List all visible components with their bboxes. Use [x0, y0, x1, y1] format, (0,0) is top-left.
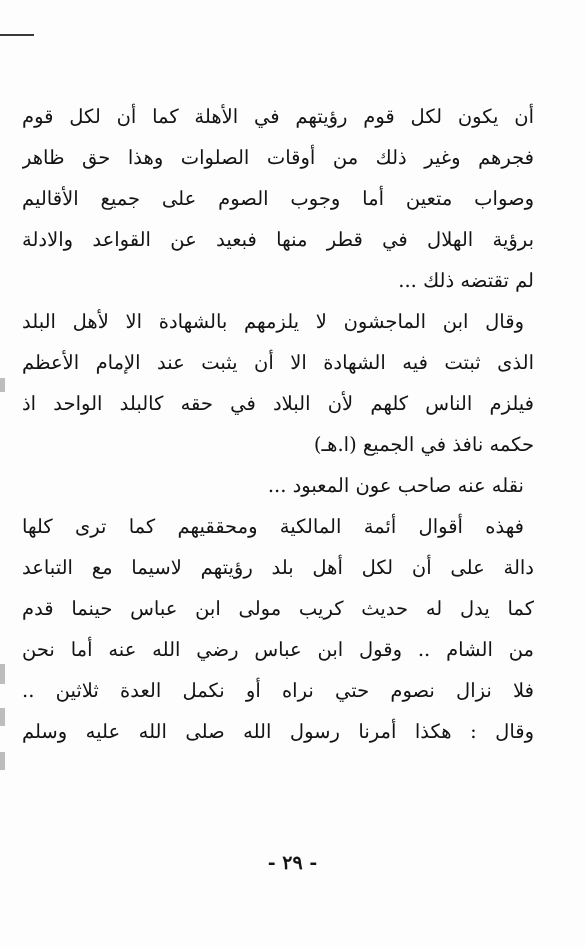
text-line: كما يدل له حديث كريب مولى ابن عباس حينما قدم: [22, 597, 534, 620]
scan-edge-mark: [0, 708, 5, 726]
text-line: برؤية الهلال في قطر منها فبعيد عن القواعد والادلة: [22, 228, 534, 251]
text-line: الذى ثبتت فيه الشهادة الا أن يثبت عند الإمام الأعظم: [22, 351, 534, 374]
scan-edge-mark: [0, 664, 5, 684]
text-line: وقال ابن الماجشون لا يلزمهم بالشهادة الا لأهل البلد: [22, 310, 524, 333]
text-line: فهذه أقوال أئمة المالكية ومحققيهم كما ترى كلها: [22, 515, 524, 538]
text-line: نقله عنه صاحب عون المعبود ...: [267, 474, 524, 497]
text-line: أن يكون لكل قوم رؤيتهم في الأهلة كما أن لكل قوم: [22, 105, 534, 128]
text-line: دالة على أن لكل أهل بلد رؤيتهم لاسيما مع التباعد: [22, 556, 534, 579]
text-line: فجرهم وغير ذلك من أوقات الصلوات وهذا حق ظاهر: [22, 146, 534, 169]
scan-edge-mark: [0, 752, 5, 770]
scan-edge-mark: [0, 378, 5, 392]
page-number: - ٢٩ -: [267, 852, 318, 874]
text-line: فلا نزال نصوم حتي نراه أو نكمل العدة ثلاثين ..: [22, 679, 534, 702]
text-line: لم تقتضه ذلك ...: [398, 269, 534, 292]
text-line: فيلزم الناس كلهم لأن البلاد في حقه كالبلد الواحد اذ: [22, 392, 534, 415]
header-rule: [0, 34, 34, 36]
text-line: وصواب متعين أما وجوب الصوم على جميع الأقاليم: [22, 187, 534, 210]
text-line: من الشام .. وقول ابن عباس رضي الله عنه أما نحن: [22, 638, 534, 661]
text-line: وقال : هكذا أمرنا رسول الله صلى الله عليه وسلم: [22, 720, 534, 743]
body-text: [22, 96, 534, 752]
text-line: حكمه نافذ في الجميع (ا.هـ): [313, 433, 534, 456]
